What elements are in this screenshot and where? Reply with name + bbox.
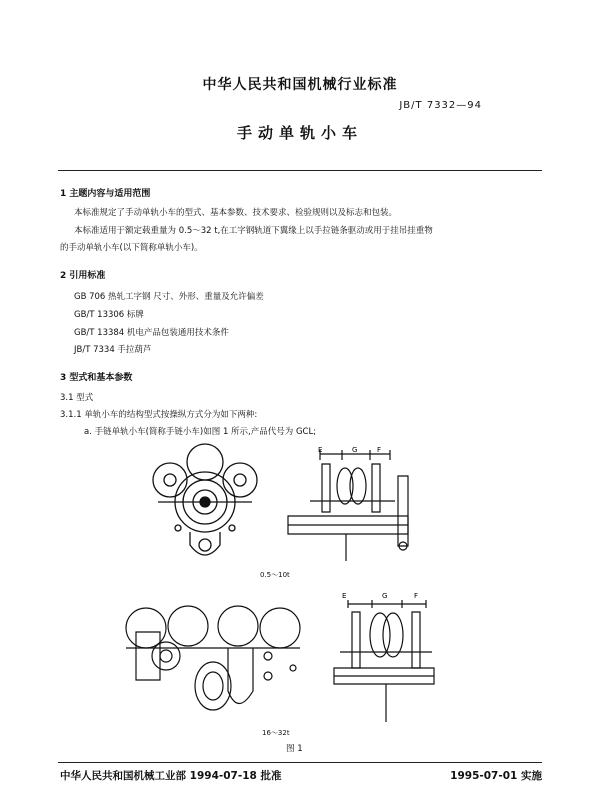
footer-effective: 1995-07-01 实施: [450, 770, 542, 782]
footer-rule: [58, 762, 542, 763]
section-2-heading: 2 引用标准: [60, 271, 106, 281]
footer-issued: 中华人民共和国机械工业部 1994-07-18 批准: [60, 770, 282, 782]
subsection-3-1: 3.1 型式: [60, 393, 94, 403]
dim-label-e-large: E: [342, 592, 347, 600]
document-title: 手动单轨小车: [236, 124, 363, 142]
reference-item: GB/T 13384 机电产品包装通用技术条件: [74, 328, 229, 338]
reference-item: JB/T 7334 手拉葫芦: [74, 345, 152, 355]
figure-label-bottom: 16～32t: [262, 729, 290, 737]
figure-caption: 图 1: [286, 744, 303, 754]
figure-label-top: 0.5～10t: [260, 571, 290, 579]
item-a: a. 手链单轨小车(简称手链小车)如图 1 所示,产品代号为 GCL;: [84, 427, 317, 437]
subsection-3-1-1: 3.1.1 单轨小车的结构型式按操纵方式分为如下两种:: [60, 410, 258, 420]
standard-number: JB/T 7332—94: [399, 100, 482, 111]
dim-label-g-large: G: [382, 592, 388, 600]
dim-label-f-large: F: [414, 592, 419, 600]
dim-label-f: F: [377, 446, 382, 454]
section-1-para-2a: 本标准适用于额定载重量为 0.5～32 t,在工字钢轨道下翼缘上以手拉链条驱动或用于挂吊挂重物: [74, 226, 433, 236]
section-1-para-1: 本标准规定了手动单轨小车的型式、基本参数、技术要求、检验规则以及标志和包装。: [74, 208, 398, 218]
dim-label-e: E: [318, 446, 323, 454]
org-title: 中华人民共和国机械行业标准: [202, 77, 398, 93]
reference-item: GB/T 13306 标牌: [74, 310, 144, 320]
section-3-heading: 3 型式和基本参数: [60, 373, 133, 383]
reference-item: GB 706 热轧工字钢 尺寸、外形、重量及允许偏差: [74, 292, 264, 302]
section-1-para-2b: 的手动单轨小车(以下简称单轨小车)。: [60, 243, 203, 253]
dim-label-g: G: [352, 446, 358, 454]
trolley-side-view-large: [330, 590, 440, 725]
trolley-side-view-small: [280, 446, 420, 566]
section-1-heading: 1 主题内容与适用范围: [60, 189, 151, 199]
header-rule: [58, 170, 542, 171]
trolley-front-view-small: [150, 440, 260, 570]
trolley-front-view-large: [118, 596, 308, 720]
